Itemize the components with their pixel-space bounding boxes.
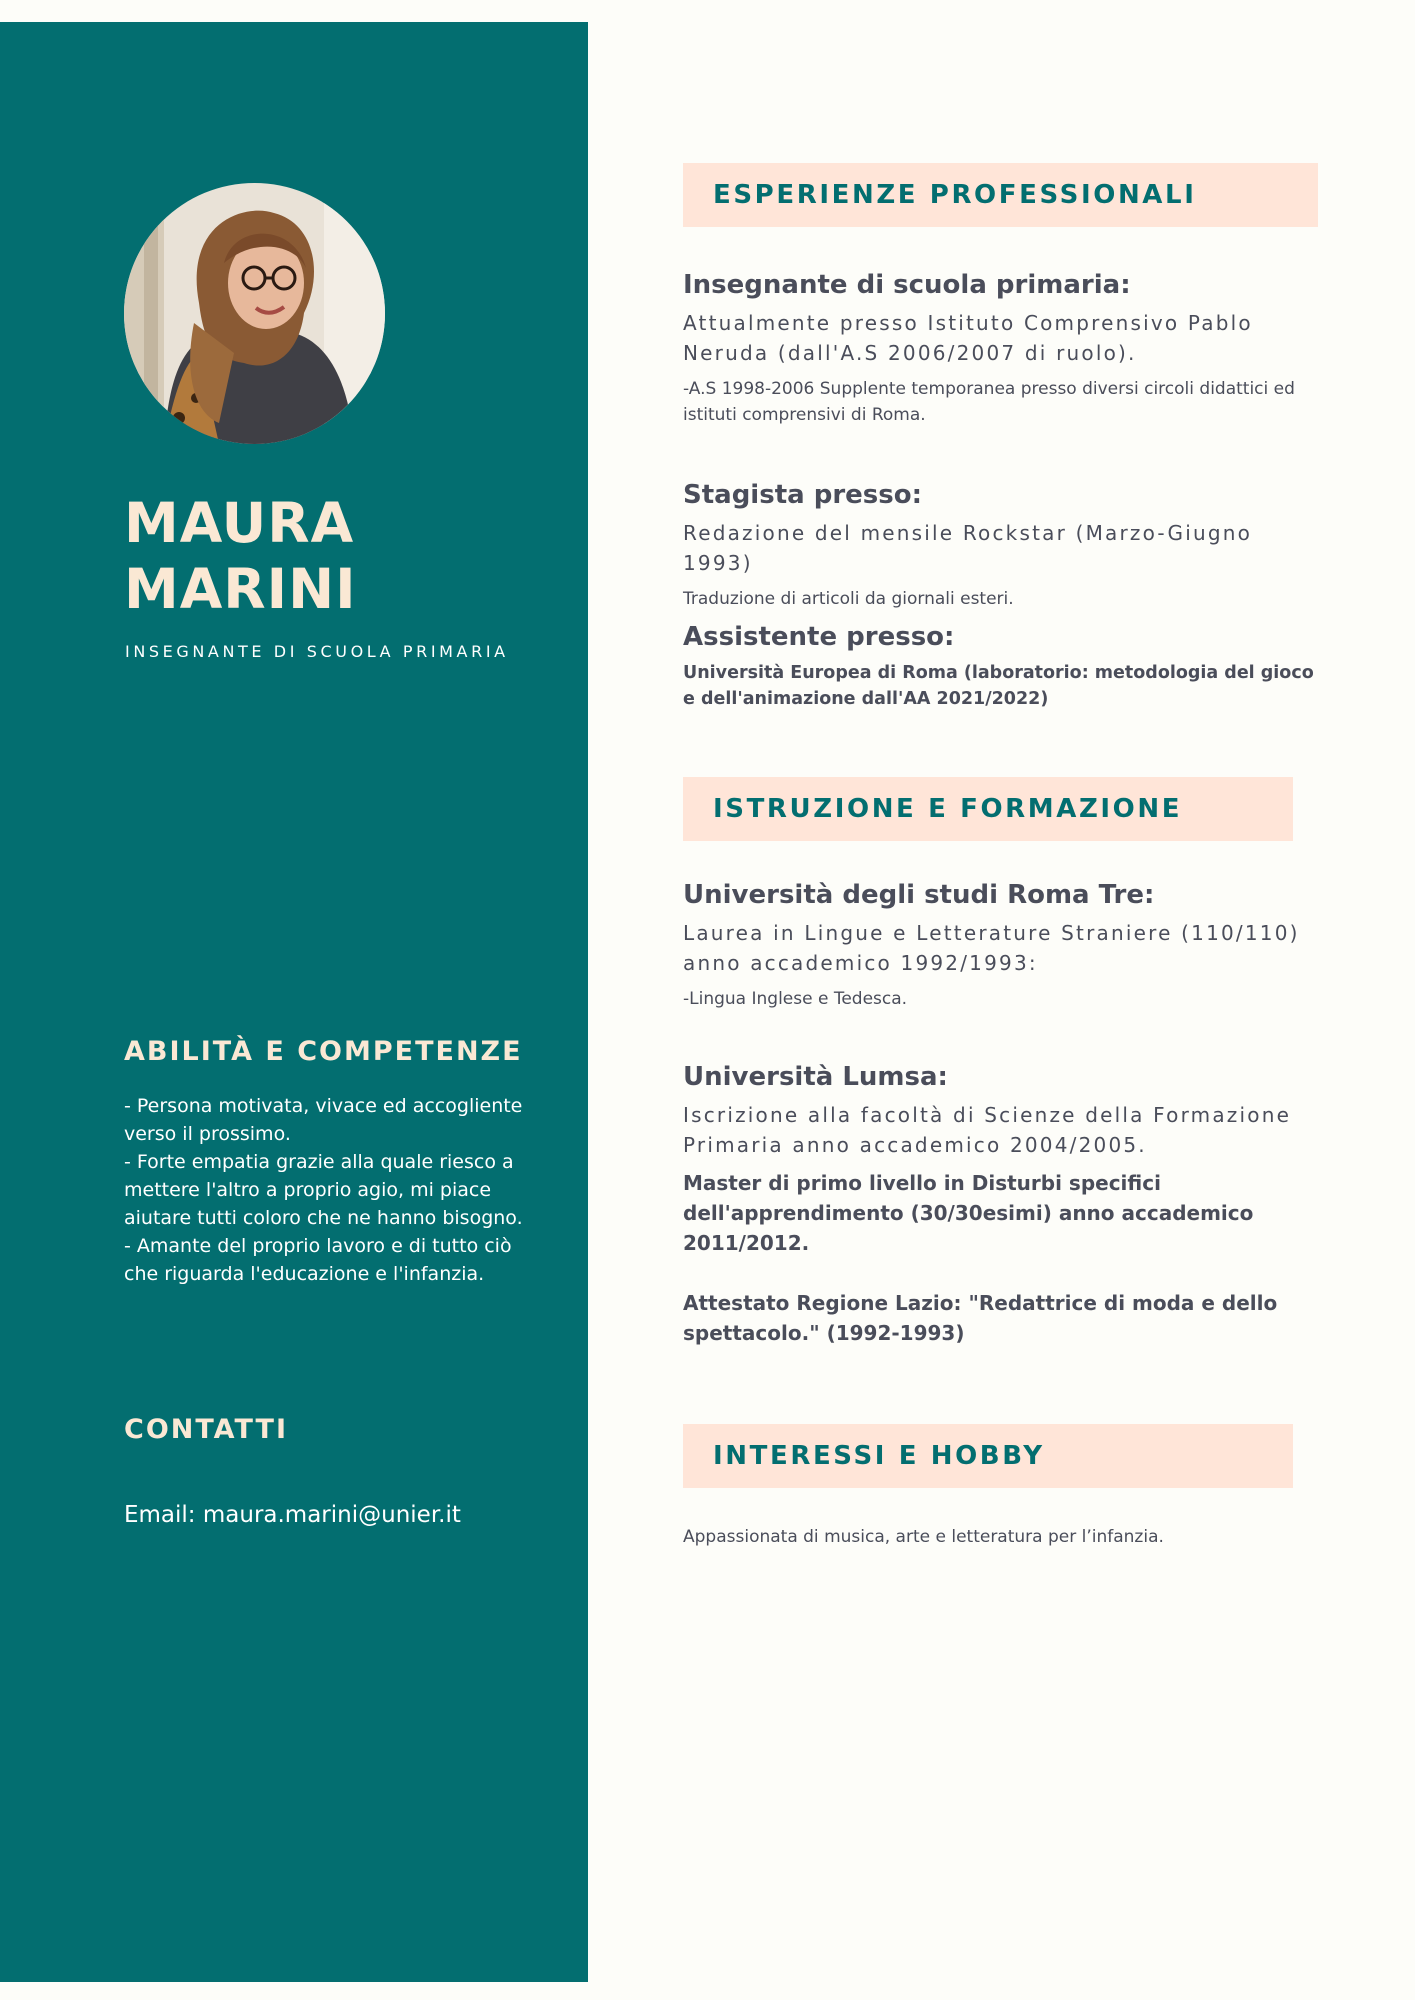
job-detail: Università Europea di Roma (laboratorio: metodologia del gioco e dell'animazione dall'AA 2021/2022) — [683, 663, 1314, 709]
education-title: Università Lumsa: — [683, 1062, 948, 1092]
education-entry — [683, 1060, 1323, 1348]
hobbies-heading: INTERESSI E HOBBY — [713, 1441, 1045, 1471]
job-title: Insegnante di scuola primaria: — [683, 270, 1131, 300]
education-heading: ISTRUZIONE E FORMAZIONE — [713, 794, 1183, 824]
profile-photo — [124, 183, 385, 444]
sidebar — [0, 22, 588, 1982]
job-detail: Traduzione di articoli da giornali esteri. — [683, 589, 1014, 609]
education-detail: -Lingua Inglese e Tedesca. — [683, 989, 908, 1009]
job-lead: Redazione del mensile Rockstar (Marzo-Giugno 1993) — [683, 521, 1253, 575]
job-entry — [683, 620, 1323, 712]
job-lead: Attualmente presso Istituto Comprensivo Pablo Neruda (dall'A.S 2006/2007 di ruolo). — [683, 311, 1253, 365]
person-name — [124, 490, 357, 622]
last-name: MARINI — [124, 557, 357, 621]
job-entry — [683, 478, 1323, 612]
education-lead: Iscrizione alla facoltà di Scienze della Formazione Primaria anno accademico 2004/2005. — [683, 1103, 1292, 1157]
skills-heading: ABILITÀ E COMPETENZE — [124, 1036, 523, 1067]
job-title: Stagista presso: — [683, 480, 923, 510]
hobbies-entry — [683, 1524, 1323, 1550]
education-certificate: Attestato Regione Lazio: "Redattrice di moda e dello spettacolo." (1992-1993) — [683, 1291, 1278, 1345]
education-master: Master di primo livello in Disturbi specifici dell'apprendimento (30/30esimi) anno accademico 2011/2012. — [683, 1171, 1254, 1255]
experience-heading: ESPERIENZE PROFESSIONALI — [713, 180, 1197, 210]
job-detail: -A.S 1998-2006 Supplente temporanea presso diversi circoli didattici ed istituti comprensivi di Roma. — [683, 379, 1295, 425]
education-lead: Laurea in Lingue e Letterature Straniere (110/110) anno accademico 1992/1993: — [683, 921, 1300, 975]
job-role: INSEGNANTE DI SCUOLA PRIMARIA — [125, 642, 509, 661]
education-title: Università degli studi Roma Tre: — [683, 880, 1155, 910]
education-entry — [683, 878, 1323, 1012]
education-section-bar — [683, 777, 1293, 841]
job-entry — [683, 268, 1323, 428]
contacts-heading: CONTATTI — [124, 1414, 288, 1445]
experience-section-bar — [683, 163, 1318, 227]
first-name: MAURA — [124, 491, 355, 555]
hobbies-section-bar — [683, 1424, 1293, 1488]
skill-item: - Persona motivata, vivace ed accogliente verso il prossimo. — [124, 1095, 523, 1145]
skill-item: - Amante del proprio lavoro e di tutto ciò che riguarda l'educazione e l'infanzia. — [124, 1235, 512, 1285]
job-title: Assistente presso: — [683, 622, 955, 652]
hobbies-text: Appassionata di musica, arte e letteratura per l’infanzia. — [683, 1527, 1164, 1547]
email-link[interactable]: Email: maura.marini@unier.it — [124, 1502, 461, 1528]
skills-list — [124, 1092, 534, 1288]
skill-item: - Forte empatia grazie alla quale riesco a mettere l'altro a proprio agio, mi piace aiutare tutti coloro che ne hanno bisogno. — [124, 1151, 523, 1229]
